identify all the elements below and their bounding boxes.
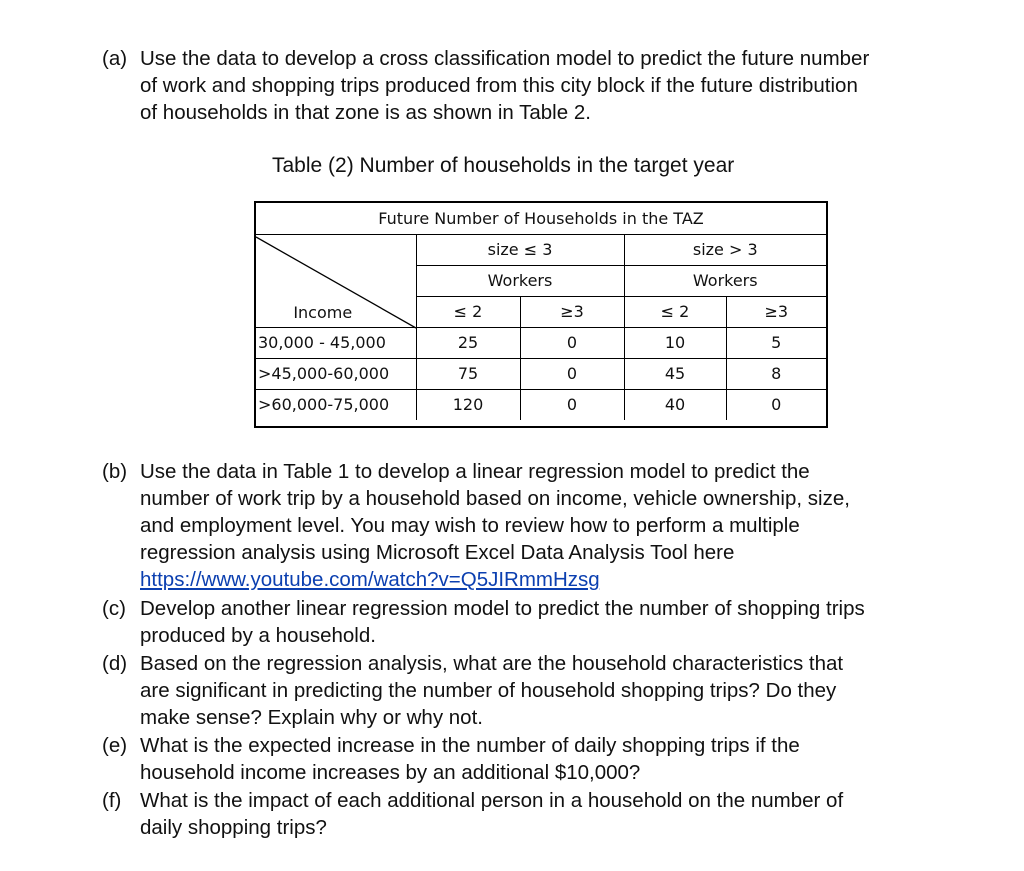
size-le3-header: size ≤ 3: [416, 234, 624, 265]
question-d-text: [140, 650, 843, 731]
workers-header-le3: Workers: [416, 265, 624, 296]
question-e-line: household income increases by an additional $10,000?: [140, 761, 641, 784]
income-label: Income: [293, 302, 353, 322]
value-cell: 25: [416, 327, 520, 358]
value-cell: 40: [624, 389, 726, 420]
question-e-text: [140, 732, 800, 786]
workers-le2-header: ≤ 2: [416, 296, 520, 327]
value-cell: 75: [416, 358, 520, 389]
question-a-line: of households in that zone is as shown in Table 2.: [140, 101, 591, 124]
question-d-label: (d): [102, 652, 128, 675]
value-cell: 0: [520, 327, 624, 358]
income-cell: 30,000 - 45,000: [256, 327, 416, 358]
workers-ge3-header: ≥3: [726, 296, 826, 327]
table-caption: Table (2) Number of households in the target year: [272, 154, 735, 177]
value-cell: 45: [624, 358, 726, 389]
question-c-label: (c): [102, 597, 126, 620]
youtube-link[interactable]: https://www.youtube.com/watch?v=Q5JIRmmHzsg: [140, 568, 600, 591]
value-cell: 8: [726, 358, 826, 389]
table-title: Future Number of Households in the TAZ: [378, 208, 704, 228]
question-c-line: Develop another linear regression model to predict the number of shopping trips: [140, 597, 865, 620]
question-d-line: are significant in predicting the number of household shopping trips? Do they: [140, 679, 837, 702]
question-e-label: (e): [102, 734, 128, 757]
question-b-text: [140, 458, 850, 593]
question-d-line: make sense? Explain why or why not.: [140, 706, 483, 729]
question-a-line: of work and shopping trips produced from this city block if the future distribution: [140, 74, 858, 97]
question-c-text: [140, 595, 865, 649]
value-cell: 0: [520, 389, 624, 420]
question-f-text: [140, 787, 843, 841]
question-c-line: produced by a household.: [140, 624, 376, 647]
size-gt3-header: size > 3: [624, 234, 826, 265]
value-cell: 0: [771, 395, 782, 415]
question-a-line: Use the data to develop a cross classification model to predict the future number: [140, 47, 870, 70]
income-cell: >60,000-75,000: [256, 389, 416, 420]
value-cell: 10: [624, 327, 726, 358]
question-b-line: and employment level. You may wish to review how to perform a multiple: [140, 514, 800, 537]
question-b-line: Use the data in Table 1 to develop a linear regression model to predict the: [140, 460, 810, 483]
value-cell: 0: [520, 358, 624, 389]
table-row: [256, 358, 826, 389]
households-table: [254, 201, 828, 428]
question-e-line: What is the expected increase in the number of daily shopping trips if the: [140, 734, 800, 757]
question-f-line: daily shopping trips?: [140, 816, 327, 839]
question-a-text: [140, 45, 869, 126]
question-f-label: (f): [102, 789, 122, 812]
workers-ge3-header: ≥3: [520, 296, 624, 327]
workers-header-gt3: Workers: [624, 265, 826, 296]
workers-le2-header: ≤ 2: [624, 296, 726, 327]
question-a-label: (a): [102, 47, 128, 70]
value-cell: 120: [416, 389, 520, 420]
question-b-label: (b): [102, 460, 128, 483]
table-row: [256, 327, 826, 358]
income-cell: >45,000-60,000: [256, 358, 416, 389]
question-b-line: number of work trip by a household based on income, vehicle ownership, size,: [140, 487, 850, 510]
question-f-line: What is the impact of each additional person in a household on the number of: [140, 789, 844, 812]
row-column-header-cell: [256, 234, 416, 327]
question-d-line: Based on the regression analysis, what are the household characteristics that: [140, 652, 844, 675]
table-row: [256, 389, 826, 420]
question-b-line: regression analysis using Microsoft Excel Data Analysis Tool here: [140, 541, 735, 564]
value-cell: 5: [726, 327, 826, 358]
